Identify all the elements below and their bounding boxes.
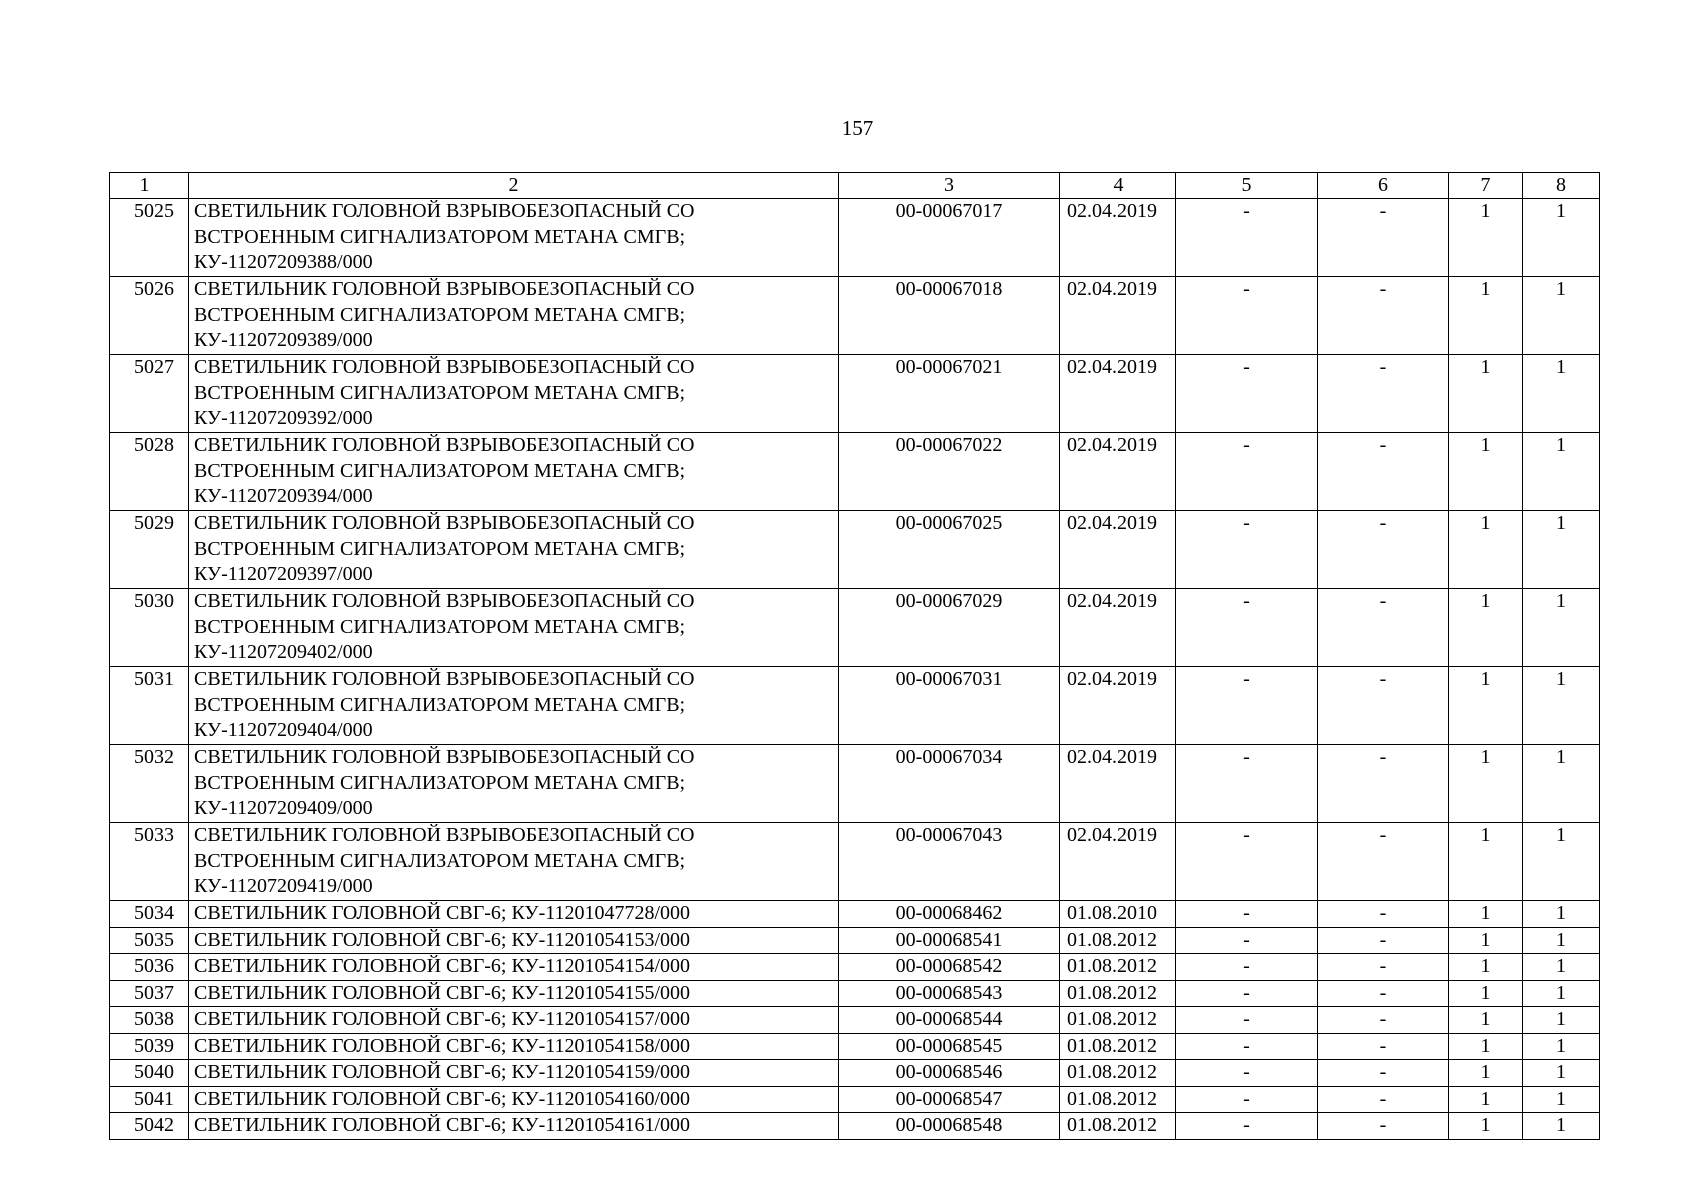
date-cell: 01.08.2012 — [1060, 980, 1176, 1007]
column-header-1: 1 — [110, 173, 189, 199]
column-5-cell: - — [1176, 1007, 1318, 1034]
column-5-cell: - — [1176, 433, 1318, 511]
column-8-cell: 1 — [1523, 511, 1600, 589]
column-8-cell: 1 — [1523, 901, 1600, 928]
column-6-cell: - — [1318, 1113, 1449, 1140]
asset-code-cell: 00-00068545 — [839, 1033, 1060, 1060]
table-row — [110, 823, 1600, 901]
asset-name-cell: СВЕТИЛЬНИК ГОЛОВНОЙ ВЗРЫВОБЕЗОПАСНЫЙ СО ВСТРОЕННЫМ СИГНАЛИЗАТОРОМ МЕТАНА СМГВ; КУ-11207209389/000 — [189, 277, 839, 355]
asset-name-cell: СВЕТИЛЬНИК ГОЛОВНОЙ ВЗРЫВОБЕЗОПАСНЫЙ СО ВСТРОЕННЫМ СИГНАЛИЗАТОРОМ МЕТАНА СМГВ; КУ-11207209409/000 — [189, 745, 839, 823]
column-5-cell: - — [1176, 511, 1318, 589]
date-cell: 02.04.2019 — [1060, 823, 1176, 901]
table-row — [110, 901, 1600, 928]
table-row — [110, 1113, 1600, 1140]
date-cell: 02.04.2019 — [1060, 277, 1176, 355]
column-6-cell: - — [1318, 980, 1449, 1007]
column-7-cell: 1 — [1449, 1113, 1523, 1140]
table-body — [110, 173, 1600, 1140]
asset-name-cell: СВЕТИЛЬНИК ГОЛОВНОЙ ВЗРЫВОБЕЗОПАСНЫЙ СО ВСТРОЕННЫМ СИГНАЛИЗАТОРОМ МЕТАНА СМГВ; КУ-11207209392/000 — [189, 355, 839, 433]
date-cell: 02.04.2019 — [1060, 355, 1176, 433]
inventory-number-cell: 5041 — [110, 1086, 189, 1113]
column-7-cell: 1 — [1449, 1007, 1523, 1034]
column-8-cell: 1 — [1523, 1007, 1600, 1034]
asset-code-cell: 00-00067018 — [839, 277, 1060, 355]
inventory-number-cell: 5035 — [110, 927, 189, 954]
date-cell: 01.08.2012 — [1060, 1113, 1176, 1140]
inventory-number-cell: 5031 — [110, 667, 189, 745]
table-row — [110, 1007, 1600, 1034]
column-number-row — [110, 173, 1600, 199]
date-cell: 02.04.2019 — [1060, 433, 1176, 511]
column-5-cell: - — [1176, 277, 1318, 355]
column-5-cell: - — [1176, 589, 1318, 667]
table-row — [110, 1086, 1600, 1113]
column-8-cell: 1 — [1523, 954, 1600, 981]
asset-code-cell: 00-00067017 — [839, 199, 1060, 277]
column-7-cell: 1 — [1449, 433, 1523, 511]
column-header-6: 6 — [1318, 173, 1449, 199]
asset-code-cell: 00-00067043 — [839, 823, 1060, 901]
date-cell: 02.04.2019 — [1060, 667, 1176, 745]
asset-name-cell: СВЕТИЛЬНИК ГОЛОВНОЙ СВГ-6; КУ-11201047728/000 — [189, 901, 839, 928]
table-row — [110, 667, 1600, 745]
inventory-number-cell: 5026 — [110, 277, 189, 355]
inventory-number-cell: 5042 — [110, 1113, 189, 1140]
table-row — [110, 355, 1600, 433]
asset-code-cell: 00-00068544 — [839, 1007, 1060, 1034]
column-7-cell: 1 — [1449, 355, 1523, 433]
column-8-cell: 1 — [1523, 927, 1600, 954]
table-row — [110, 954, 1600, 981]
asset-name-cell: СВЕТИЛЬНИК ГОЛОВНОЙ ВЗРЫВОБЕЗОПАСНЫЙ СО ВСТРОЕННЫМ СИГНАЛИЗАТОРОМ МЕТАНА СМГВ; КУ-11207209388/000 — [189, 199, 839, 277]
asset-name-cell: СВЕТИЛЬНИК ГОЛОВНОЙ СВГ-6; КУ-11201054157/000 — [189, 1007, 839, 1034]
inventory-number-cell: 5028 — [110, 433, 189, 511]
asset-name-cell: СВЕТИЛЬНИК ГОЛОВНОЙ СВГ-6; КУ-11201054155/000 — [189, 980, 839, 1007]
column-header-8: 8 — [1523, 173, 1600, 199]
asset-name-cell: СВЕТИЛЬНИК ГОЛОВНОЙ ВЗРЫВОБЕЗОПАСНЫЙ СО ВСТРОЕННЫМ СИГНАЛИЗАТОРОМ МЕТАНА СМГВ; КУ-11207209419/000 — [189, 823, 839, 901]
column-5-cell: - — [1176, 823, 1318, 901]
column-7-cell: 1 — [1449, 1033, 1523, 1060]
column-7-cell: 1 — [1449, 745, 1523, 823]
inventory-number-cell: 5036 — [110, 954, 189, 981]
column-5-cell: - — [1176, 199, 1318, 277]
asset-name-cell: СВЕТИЛЬНИК ГОЛОВНОЙ СВГ-6; КУ-11201054159/000 — [189, 1060, 839, 1087]
date-cell: 01.08.2012 — [1060, 1033, 1176, 1060]
inventory-number-cell: 5027 — [110, 355, 189, 433]
inventory-number-cell: 5025 — [110, 199, 189, 277]
asset-name-cell: СВЕТИЛЬНИК ГОЛОВНОЙ СВГ-6; КУ-11201054158/000 — [189, 1033, 839, 1060]
column-7-cell: 1 — [1449, 511, 1523, 589]
date-cell: 01.08.2012 — [1060, 954, 1176, 981]
column-6-cell: - — [1318, 745, 1449, 823]
asset-code-cell: 00-00068541 — [839, 927, 1060, 954]
column-6-cell: - — [1318, 823, 1449, 901]
column-7-cell: 1 — [1449, 980, 1523, 1007]
asset-name-cell: СВЕТИЛЬНИК ГОЛОВНОЙ СВГ-6; КУ-11201054161/000 — [189, 1113, 839, 1140]
column-6-cell: - — [1318, 1060, 1449, 1087]
asset-code-cell: 00-00067022 — [839, 433, 1060, 511]
asset-name-cell: СВЕТИЛЬНИК ГОЛОВНОЙ ВЗРЫВОБЕЗОПАСНЫЙ СО ВСТРОЕННЫМ СИГНАЛИЗАТОРОМ МЕТАНА СМГВ; КУ-11207209402/000 — [189, 589, 839, 667]
table-row — [110, 589, 1600, 667]
column-6-cell: - — [1318, 1007, 1449, 1034]
date-cell: 02.04.2019 — [1060, 199, 1176, 277]
inventory-number-cell: 5039 — [110, 1033, 189, 1060]
asset-name-cell: СВЕТИЛЬНИК ГОЛОВНОЙ СВГ-6; КУ-11201054153/000 — [189, 927, 839, 954]
column-8-cell: 1 — [1523, 1060, 1600, 1087]
column-6-cell: - — [1318, 901, 1449, 928]
asset-code-cell: 00-00068546 — [839, 1060, 1060, 1087]
asset-code-cell: 00-00067021 — [839, 355, 1060, 433]
column-8-cell: 1 — [1523, 277, 1600, 355]
column-5-cell: - — [1176, 954, 1318, 981]
column-header-2: 2 — [189, 173, 839, 199]
date-cell: 01.08.2010 — [1060, 901, 1176, 928]
inventory-number-cell: 5029 — [110, 511, 189, 589]
column-6-cell: - — [1318, 927, 1449, 954]
column-header-3: 3 — [839, 173, 1060, 199]
column-7-cell: 1 — [1449, 589, 1523, 667]
column-6-cell: - — [1318, 433, 1449, 511]
column-8-cell: 1 — [1523, 745, 1600, 823]
column-header-5: 5 — [1176, 173, 1318, 199]
table-row — [110, 433, 1600, 511]
date-cell: 02.04.2019 — [1060, 589, 1176, 667]
column-5-cell: - — [1176, 1060, 1318, 1087]
asset-code-cell: 00-00068542 — [839, 954, 1060, 981]
date-cell: 02.04.2019 — [1060, 511, 1176, 589]
column-8-cell: 1 — [1523, 1113, 1600, 1140]
column-7-cell: 1 — [1449, 901, 1523, 928]
column-5-cell: - — [1176, 927, 1318, 954]
column-7-cell: 1 — [1449, 954, 1523, 981]
column-7-cell: 1 — [1449, 667, 1523, 745]
asset-name-cell: СВЕТИЛЬНИК ГОЛОВНОЙ ВЗРЫВОБЕЗОПАСНЫЙ СО ВСТРОЕННЫМ СИГНАЛИЗАТОРОМ МЕТАНА СМГВ; КУ-11207209397/000 — [189, 511, 839, 589]
column-8-cell: 1 — [1523, 589, 1600, 667]
inventory-number-cell: 5038 — [110, 1007, 189, 1034]
table-row — [110, 277, 1600, 355]
column-6-cell: - — [1318, 589, 1449, 667]
asset-code-cell: 00-00067025 — [839, 511, 1060, 589]
inventory-number-cell: 5040 — [110, 1060, 189, 1087]
column-header-7: 7 — [1449, 173, 1523, 199]
page-number: 157 — [841, 116, 874, 140]
table-row — [110, 1033, 1600, 1060]
column-6-cell: - — [1318, 1033, 1449, 1060]
asset-code-cell: 00-00067034 — [839, 745, 1060, 823]
column-8-cell: 1 — [1523, 1086, 1600, 1113]
table-row — [110, 927, 1600, 954]
asset-code-cell: 00-00068548 — [839, 1113, 1060, 1140]
date-cell: 01.08.2012 — [1060, 1086, 1176, 1113]
column-5-cell: - — [1176, 667, 1318, 745]
asset-code-cell: 00-00068547 — [839, 1086, 1060, 1113]
column-8-cell: 1 — [1523, 355, 1600, 433]
date-cell: 02.04.2019 — [1060, 745, 1176, 823]
asset-code-cell: 00-00068462 — [839, 901, 1060, 928]
asset-name-cell: СВЕТИЛЬНИК ГОЛОВНОЙ СВГ-6; КУ-11201054160/000 — [189, 1086, 839, 1113]
asset-name-cell: СВЕТИЛЬНИК ГОЛОВНОЙ ВЗРЫВОБЕЗОПАСНЫЙ СО ВСТРОЕННЫМ СИГНАЛИЗАТОРОМ МЕТАНА СМГВ; КУ-11207209394/000 — [189, 433, 839, 511]
column-header-4: 4 — [1060, 173, 1176, 199]
asset-code-cell: 00-00067029 — [839, 589, 1060, 667]
column-8-cell: 1 — [1523, 667, 1600, 745]
inventory-number-cell: 5033 — [110, 823, 189, 901]
column-7-cell: 1 — [1449, 1086, 1523, 1113]
column-7-cell: 1 — [1449, 277, 1523, 355]
column-5-cell: - — [1176, 980, 1318, 1007]
asset-name-cell: СВЕТИЛЬНИК ГОЛОВНОЙ СВГ-6; КУ-11201054154/000 — [189, 954, 839, 981]
table-row — [110, 980, 1600, 1007]
column-6-cell: - — [1318, 511, 1449, 589]
asset-register-table — [109, 172, 1600, 1140]
column-5-cell: - — [1176, 1033, 1318, 1060]
date-cell: 01.08.2012 — [1060, 927, 1176, 954]
inventory-number-cell: 5037 — [110, 980, 189, 1007]
column-8-cell: 1 — [1523, 433, 1600, 511]
date-cell: 01.08.2012 — [1060, 1060, 1176, 1087]
table-row — [110, 745, 1600, 823]
column-8-cell: 1 — [1523, 980, 1600, 1007]
column-6-cell: - — [1318, 199, 1449, 277]
column-7-cell: 1 — [1449, 199, 1523, 277]
column-6-cell: - — [1318, 355, 1449, 433]
column-5-cell: - — [1176, 355, 1318, 433]
inventory-number-cell: 5032 — [110, 745, 189, 823]
inventory-number-cell: 5034 — [110, 901, 189, 928]
column-8-cell: 1 — [1523, 199, 1600, 277]
column-7-cell: 1 — [1449, 927, 1523, 954]
table-row — [110, 511, 1600, 589]
column-5-cell: - — [1176, 901, 1318, 928]
date-cell: 01.08.2012 — [1060, 1007, 1176, 1034]
column-7-cell: 1 — [1449, 823, 1523, 901]
column-5-cell: - — [1176, 1113, 1318, 1140]
column-8-cell: 1 — [1523, 823, 1600, 901]
column-6-cell: - — [1318, 954, 1449, 981]
table-row — [110, 1060, 1600, 1087]
column-8-cell: 1 — [1523, 1033, 1600, 1060]
column-5-cell: - — [1176, 1086, 1318, 1113]
asset-code-cell: 00-00068543 — [839, 980, 1060, 1007]
asset-code-cell: 00-00067031 — [839, 667, 1060, 745]
table-row — [110, 199, 1600, 277]
column-6-cell: - — [1318, 667, 1449, 745]
column-6-cell: - — [1318, 277, 1449, 355]
column-5-cell: - — [1176, 745, 1318, 823]
column-7-cell: 1 — [1449, 1060, 1523, 1087]
inventory-number-cell: 5030 — [110, 589, 189, 667]
asset-name-cell: СВЕТИЛЬНИК ГОЛОВНОЙ ВЗРЫВОБЕЗОПАСНЫЙ СО ВСТРОЕННЫМ СИГНАЛИЗАТОРОМ МЕТАНА СМГВ; КУ-11207209404/000 — [189, 667, 839, 745]
column-6-cell: - — [1318, 1086, 1449, 1113]
